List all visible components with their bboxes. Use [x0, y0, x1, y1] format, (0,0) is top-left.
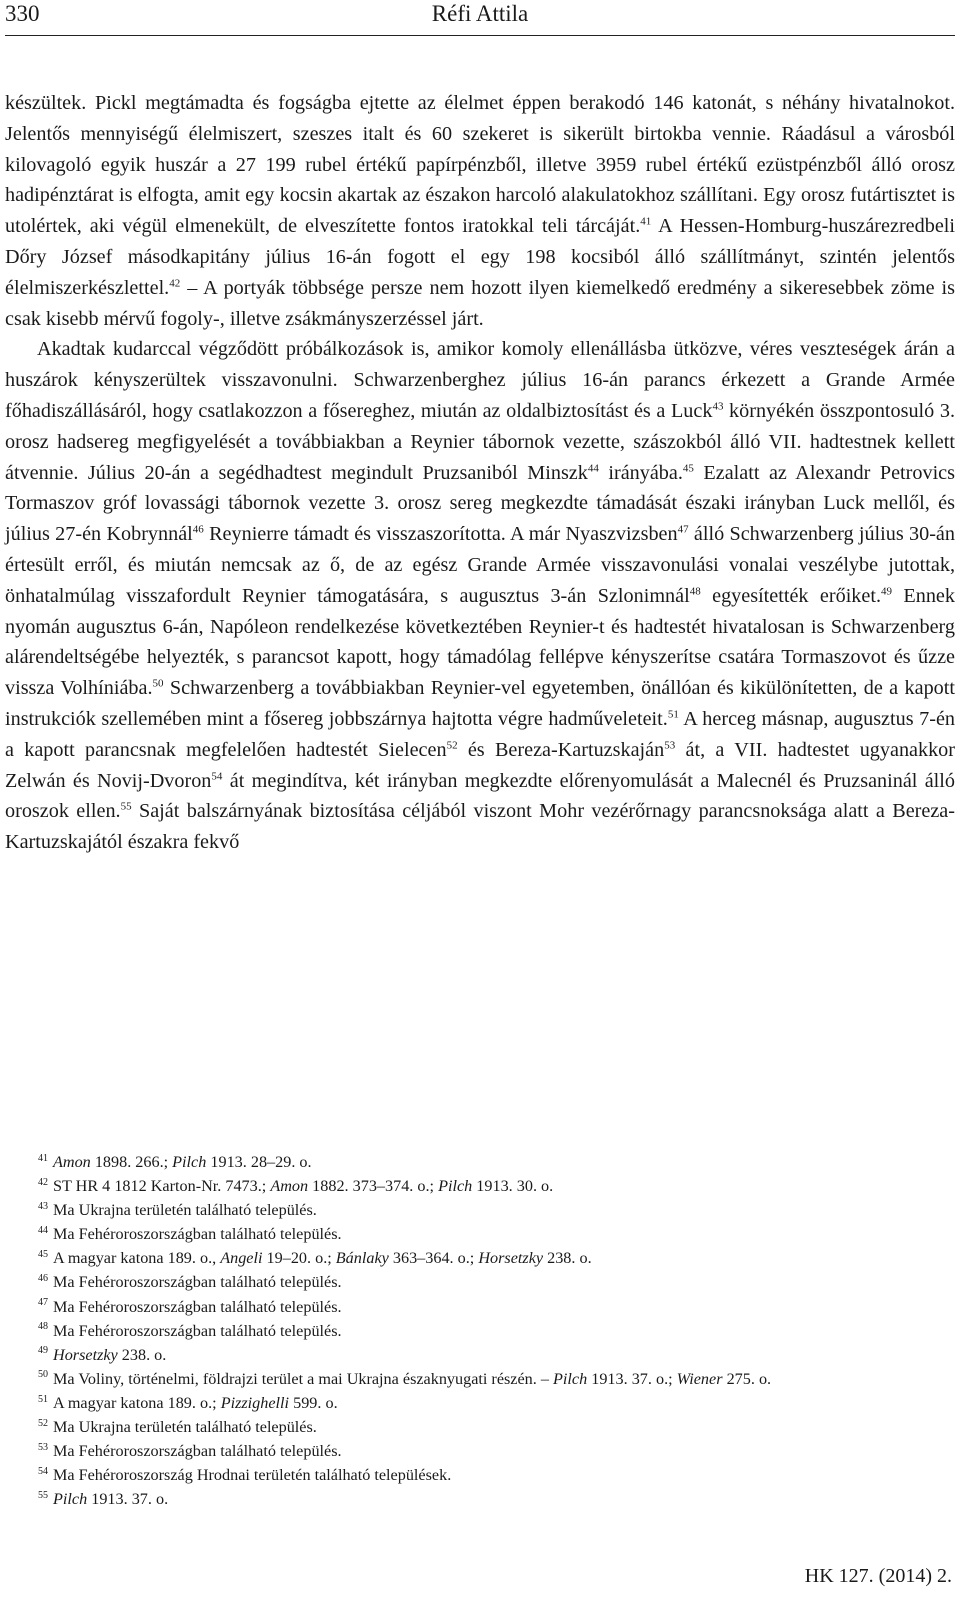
- footnote-number: 42: [38, 1176, 48, 1188]
- cited-author: Wiener: [676, 1369, 723, 1388]
- footnote-text: Ma Fehéroroszországban található település.: [53, 1297, 342, 1316]
- footnote-text: Ma Ukrajna területén található település.: [53, 1201, 317, 1220]
- cited-author: Amon: [270, 1177, 309, 1196]
- text-run: Reynierre támadt és visszaszorította. A már Nyaszvizsben: [203, 523, 678, 546]
- footnote-text: Ma Fehéroroszországban található település.: [53, 1225, 342, 1244]
- footnote-text: 1913. 37. o.;: [587, 1369, 677, 1388]
- text-run: Akadtak kudarccal végződött próbálkozások is, amikor komoly ellenállásba ütközve, véres veszteségek árán a huszárok kényszerültek visszavonulni. Schwarzenberghez július 16-án parancs érkezett a Grande Armée főhadiszállásáról, hogy csatlakozzon a fősereghez, miután az oldalbiztosítást és a Luck: [5, 338, 955, 422]
- running-author: Réfi Attila: [431, 1, 529, 26]
- footnote-number: 50: [38, 1369, 48, 1381]
- text-run: irányába.: [598, 461, 683, 484]
- paragraph: [5, 334, 955, 858]
- footnote-48: [38, 1319, 943, 1343]
- journal-footer: HK 127. (2014) 2.: [804, 1565, 952, 1587]
- footnote-number: 55: [38, 1489, 48, 1501]
- cited-author: Bánlaky: [335, 1249, 389, 1268]
- text-run: át, a VII. hadtestet ugyanakkor Zelwán és Novij-Dvoron: [5, 738, 955, 792]
- cited-author: Horsetzky: [478, 1249, 544, 1268]
- cited-author: Amon: [53, 1153, 91, 1171]
- footnote-52: [38, 1415, 943, 1439]
- text-run: – A portyák többsége persze nem hozott ilyen kiemelkedő eredmény a sikeresebbek zöme is csak kisebb mérvű fogoly-, illetve zsákmányszerzéssel járt.: [5, 276, 955, 330]
- footnote-number: 54: [38, 1465, 48, 1477]
- footnote-text: 238. o.: [543, 1249, 592, 1268]
- footnote-ref: 51: [667, 708, 679, 721]
- text-run: Ezalatt az Alexandr Petrovics Tormaszov gróf lovassági tábornok vezette 3. orosz sereg megkezdte támadását északi irányban Luck mellől, és július 27-én Kobrynnál: [5, 461, 955, 546]
- footnote-53: [38, 1439, 943, 1463]
- footnote-ref: 42: [169, 277, 181, 290]
- footnote-ref: 48: [689, 585, 701, 598]
- footnote-text: 1913. 28–29. o.: [206, 1153, 312, 1171]
- footnote-54: [38, 1463, 943, 1487]
- footnote-text: Ma Voliny, történelmi, földrajzi terület a mai Ukrajna északnyugati részén. –: [53, 1369, 553, 1388]
- text-run: Schwarzenberg a továbbiakban Reynier-vel egyetemben, önállóan és kikülönítetten, de a kapott instrukciók szellemében mint a fősereg jobbszárnya hajtotta végre hadműveleteit.: [5, 677, 955, 730]
- footnote-45: [38, 1246, 943, 1270]
- footnote-text: 275. o.: [722, 1369, 772, 1388]
- footnote-number: 41: [38, 1152, 48, 1164]
- cited-author: Angeli: [220, 1249, 263, 1268]
- footnote-49: [38, 1343, 943, 1367]
- footnote-number: 43: [38, 1200, 48, 1212]
- cited-author: Pilch: [438, 1177, 473, 1196]
- footnote-number: 48: [38, 1321, 48, 1333]
- cited-author: Horsetzky: [53, 1345, 118, 1364]
- footnote-ref: 54: [211, 769, 223, 782]
- footnote-text: 1882. 373–374. o.;: [308, 1177, 439, 1196]
- cited-author: Pilch: [53, 1490, 88, 1509]
- footnote-ref: 41: [640, 215, 652, 228]
- footnote-text: ST HR 4 1812 Karton-Nr. 7473.;: [53, 1177, 271, 1196]
- footnote-50: [38, 1367, 943, 1391]
- footnote-number: 46: [38, 1273, 48, 1285]
- cited-author: Pilch: [172, 1153, 207, 1171]
- footnote-ref: 55: [120, 800, 132, 813]
- footnote-ref: 46: [192, 523, 204, 536]
- footnote-number: 51: [38, 1393, 48, 1405]
- footnote-text: 19–20. o.;: [262, 1249, 336, 1268]
- footnote-number: 45: [38, 1248, 48, 1260]
- cited-author: Pizzighelli: [220, 1393, 290, 1412]
- footnote-ref: 49: [881, 585, 893, 598]
- footnote-text: 599. o.: [289, 1393, 338, 1412]
- footnote-ref: 43: [712, 400, 724, 413]
- footnote-44: [38, 1222, 943, 1246]
- main-text: [5, 88, 955, 858]
- footnote-number: 47: [38, 1297, 48, 1309]
- footnote-ref: 45: [682, 461, 694, 474]
- cited-author: Pilch: [553, 1369, 588, 1388]
- text-run: A herceg másnap, augusztus 7-én a kapott parancsnak megfelelően hadtestét Sielecen: [5, 707, 955, 761]
- footnote-number: 53: [38, 1441, 48, 1453]
- text-run: álló Schwarzenberg július 30-án értesült erről, és miután nemcsak az ő, de az egész Grande Armée visszavonulási vonalai veszélybe jutottak, önhatalmúlag visszafordult Reynier támogatására, s augusztus 3-án Szlonimnál: [5, 523, 955, 607]
- footnote-ref: 53: [664, 739, 676, 751]
- footnote-text: A magyar katona 189. o.;: [53, 1393, 221, 1412]
- text-run: készültek. Pickl megtámadta és fogságba ejtette az élelmet éppen berakodó 146 katonát, s néhány hivatalnokot. Jelentős mennyiségű élelmiszert, szeszes italt és 60 szekeret is sikerült birtokba vennie. Ráadásul a városból kilovagoló egyik huszár a 27 199 rubel értékű papírpénzből, illetve 3959 rubel értékű ezüstpénzből álló orosz hadipénztárat is elfogta, amit egy kocsin akartak az északon harcoló alakulatokhoz szállítani. Egy orosz futártisztet is utolértek, aki végül elmenekült, de elveszítette fontos iratokkal teli tárcáját.: [5, 92, 955, 238]
- footnote-43: [38, 1198, 943, 1222]
- text-run: A Hessen-Homburg-huszárezredbeli Dőry József másodkapitány július 16-án fogott el egy 198 kocsiból álló szállítmányt, szintén jelentős élelmiszerkészlettel.: [5, 215, 955, 299]
- footnote-number: 52: [38, 1417, 48, 1429]
- footnote-text: Ma Fehéroroszországban található település.: [53, 1321, 342, 1340]
- footnote-text: 1913. 30. o.: [472, 1177, 554, 1196]
- paragraph: [5, 88, 955, 334]
- running-header: [5, 0, 955, 36]
- page-number: 330: [5, 1, 40, 26]
- text-run: át megindítva, két irányban megkezdte előrenyomulását a Malecnél és Pruzsaninál álló oroszok ellen.: [5, 769, 955, 823]
- text-run: egyesítették erőiket.: [700, 584, 882, 607]
- footnote-51: [38, 1391, 943, 1415]
- footnote-ref: 52: [446, 739, 458, 751]
- footnote-47: [38, 1295, 943, 1319]
- footnote-text: A magyar katona 189. o.,: [53, 1249, 221, 1268]
- footnote-text: 1913. 37. o.: [87, 1490, 169, 1509]
- text-run: és Bereza-Kartuzskaján: [457, 738, 665, 761]
- footnote-number: 44: [38, 1224, 48, 1236]
- footnote-41: [38, 1150, 943, 1174]
- footnote-number: 49: [38, 1345, 48, 1357]
- footnote-46: [38, 1270, 943, 1294]
- footnote-text: 238. o.: [117, 1345, 167, 1364]
- footnote-55: [38, 1487, 943, 1511]
- footnote-text: Ma Fehéroroszország Hrodnai területén található települések.: [53, 1466, 452, 1485]
- footnote-text: Ma Fehéroroszországban található település.: [53, 1442, 342, 1461]
- text-run: környékén összpontosuló 3. orosz hadsereg megfigyelését a továbbiakban a Reynier tábornok vezette, szászokból álló VII. hadtestnek kellett átvennie. Július 20-án a segédhadtest megindult Pruzsaniból Minszk: [5, 399, 956, 484]
- text-run: Saját balszárnyának biztosítása céljából viszont Mohr vezérőrnagy parancsnoksága alatt a Bereza-Kartuzskajától északra fekvő: [5, 800, 955, 854]
- footnote-text: Ma Ukrajna területén található település.: [53, 1418, 317, 1437]
- footnote-ref: 44: [587, 461, 599, 474]
- footnote-text: Ma Fehéroroszországban található település.: [53, 1273, 342, 1292]
- footnote-text: 363–364. o.;: [388, 1249, 479, 1268]
- footnote-text: 1898. 266.;: [90, 1153, 173, 1171]
- footnote-ref: 47: [677, 523, 689, 536]
- text-run: Ennek nyomán augusztus 6-án, Napóleon rendelkezése következtében Reynier-t és hadtestét hivatalosan is Schwarzenberg alárendeltségébe helyezték, s parancsot kapott, hogy támadólag fellépve kényszerítse csatára Tormaszovot és űzze vissza Volhíniába.: [5, 584, 955, 700]
- footnote-42: [38, 1174, 943, 1198]
- footnotes: [38, 1150, 943, 1511]
- footnote-ref: 50: [152, 677, 164, 690]
